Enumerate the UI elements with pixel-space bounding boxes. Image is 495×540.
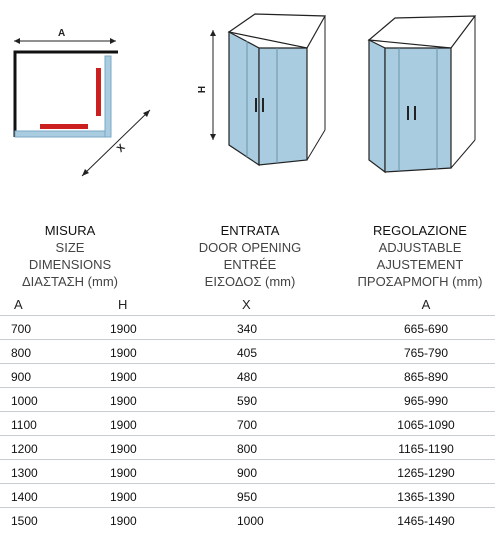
cell-height: 1900 [110,490,137,504]
dim-a-arrow-left [14,38,20,44]
glass-left-panel [229,32,259,165]
cell-door-opening: 1000 [237,514,264,528]
header-subtitle: ENTRÉE [223,257,277,272]
cell-adjustment: 965-990 [403,394,449,408]
cell-adjustment: 665-690 [403,322,449,336]
header-regolazione [345,222,495,290]
glass-front-panel [15,131,105,137]
dim-h-arrow-bottom [210,134,216,140]
col-letter-a-adjust: A [421,297,431,312]
header-title: ENTRATA [220,223,280,238]
cell-width: 1500 [11,514,38,528]
header-subtitle: ΕΙΣΟΔΟΣ (mm) [204,274,296,289]
cell-door-opening: 590 [237,394,258,408]
cell-door-opening: 950 [237,490,258,504]
cell-width: 800 [11,346,32,360]
cell-door-opening: 700 [237,418,258,432]
header-misura [5,222,135,290]
door-handle-left [407,106,409,120]
base-edge [307,130,325,160]
sliding-door-front [40,124,88,129]
front-view-drawing [195,0,330,190]
glass-side-panel [369,40,385,172]
table-row [0,412,495,436]
header-subtitle: ΔΙΑΣΤΑΣΗ (mm) [21,274,118,289]
cell-adjustment: 1365-1390 [397,490,455,504]
col-letter-x: X [242,297,251,312]
table-row [0,484,495,508]
table-row [0,508,495,532]
table-header [0,214,495,294]
header-subtitle: ADJUSTABLE [378,240,462,255]
table-row [0,340,495,364]
dim-a-arrow-right [110,38,116,44]
plan-view-diagram [0,0,170,190]
dimensions-table [0,214,495,532]
header-subtitle: SIZE [55,240,85,255]
cell-door-opening: 900 [237,466,258,480]
cell-height: 1900 [110,346,137,360]
sliding-door-side [96,68,101,116]
col-letter-a: A [14,297,23,312]
cell-width: 1000 [11,394,38,408]
cell-width: 1100 [11,418,37,432]
cell-height: 1900 [110,514,137,528]
cell-height: 1900 [110,394,137,408]
cell-door-opening: 405 [237,346,258,360]
plan-view-drawing [0,0,170,190]
header-subtitle: DOOR OPENING [198,240,302,255]
door-handle-right [262,98,264,112]
cell-width: 700 [11,322,32,336]
dim-h-label: H [197,85,209,94]
glass-front-panel [385,48,451,172]
cell-height: 1900 [110,418,137,432]
door-handle-left [255,98,257,112]
enclosure-top [369,16,475,48]
cell-height: 1900 [110,466,137,480]
header-subtitle: DIMENSIONS [28,257,112,272]
header-subtitle: AJUSTEMENT [376,257,464,272]
cell-width: 1200 [11,442,38,456]
header-title: REGOLAZIONE [373,223,467,238]
cell-door-opening: 480 [237,370,258,384]
header-entrata [175,222,325,290]
table-row [0,460,495,484]
cell-width: 900 [11,370,32,384]
side-view-diagram [355,0,495,190]
product-figures [0,0,495,205]
cell-adjustment: 765-790 [403,346,449,360]
cell-height: 1900 [110,370,137,384]
cell-adjustment: 1165-1190 [398,442,454,456]
header-subtitle: ΠΡΟΣΑΡΜΟΓΗ (mm) [357,274,483,289]
table-row [0,364,495,388]
cell-width: 1400 [11,490,38,504]
cell-door-opening: 340 [237,322,258,336]
cell-height: 1900 [110,322,137,336]
glass-side-panel [105,56,111,137]
base-edge [451,140,475,168]
dim-x-label: X [115,142,128,155]
glass-right-panel [259,48,307,165]
cell-adjustment: 1065-1090 [397,418,455,432]
cell-adjustment: 1265-1290 [397,466,455,480]
cell-adjustment: 865-890 [403,370,449,384]
header-title: MISURA [44,223,96,238]
table-row [0,436,495,460]
dim-h-arrow-top [210,30,216,36]
table-row [0,388,495,412]
column-letters-row [0,294,495,316]
dim-x-line [82,110,150,176]
col-letter-h: H [118,297,128,312]
cell-width: 1300 [11,466,38,480]
door-handle-right [414,106,416,120]
front-view-diagram [195,0,330,190]
table-row [0,316,495,340]
cell-door-opening: 800 [237,442,258,456]
cell-adjustment: 1465-1490 [397,514,455,528]
dim-a-label: A [58,28,66,39]
side-view-drawing [355,0,495,190]
cell-height: 1900 [110,442,137,456]
